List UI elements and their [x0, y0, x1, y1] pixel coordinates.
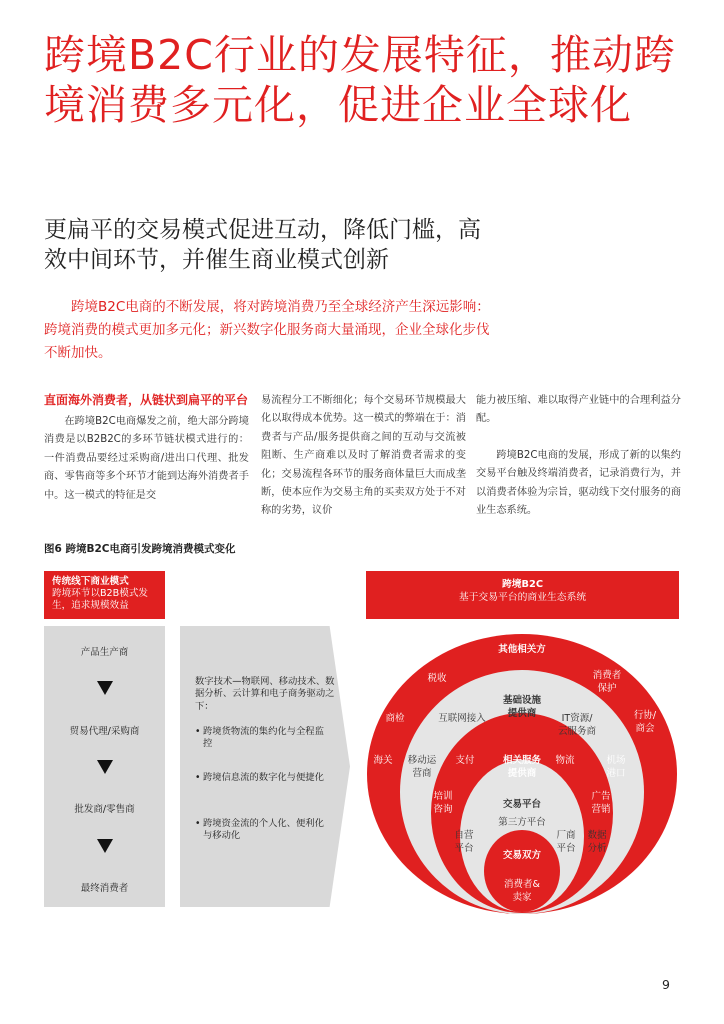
label-association-2: 商会 — [635, 723, 655, 734]
ring-label-platform: 交易平台 — [502, 799, 542, 810]
crossborder-desc: 基于交易平台的商业生态系统 — [458, 592, 587, 603]
label-third-party: 第三方平台 — [498, 817, 546, 828]
label-customs: 海关 — [373, 755, 393, 766]
label-manufacturer-2: 平台 — [556, 843, 576, 854]
label-consumers-sellers-1: 消费者& — [504, 879, 540, 890]
driver-item: • 跨境货物流的集约化与全程监控 — [195, 726, 324, 750]
driver-item: • 跨境资金流的个人化、便利化与移动化 — [195, 818, 324, 842]
page-number: 9 — [662, 977, 670, 992]
ring-label-services-2: 提供商 — [507, 768, 537, 779]
bullet-icon: • — [195, 818, 201, 829]
label-mobile-operator-1: 移动运 — [407, 755, 437, 766]
label-training-2: 咨询 — [433, 804, 453, 815]
drivers-arrow — [180, 626, 350, 907]
drivers-intro: 数字技术—物联网、移动技术、数据分析、云计算和电子商务驱动之下： — [195, 676, 335, 712]
crossborder-header — [366, 571, 679, 619]
label-advertising-1: 广告 — [591, 791, 611, 802]
label-data-analysis-1: 数据 — [587, 830, 607, 841]
traditional-chain — [44, 626, 165, 907]
ring-label-services-1: 相关服务 — [502, 755, 542, 766]
label-manufacturer-1: 厂商 — [556, 830, 576, 841]
chain-item-consumer: 最终消费者 — [80, 883, 129, 894]
label-it-resources-1: IT资源/ — [561, 713, 593, 724]
figure-caption: 图6 跨境B2C电商引发跨境消费模式变化 — [44, 543, 236, 555]
body-text: 能力被压缩、难以取得产业链中的合理利益分配。 — [476, 395, 681, 425]
label-commodity-inspection: 商检 — [385, 713, 405, 724]
traditional-model-desc: 跨境环节以B2B模式发生，追求规模效益 — [52, 588, 149, 611]
body-text: 跨境B2C电商的发展，形成了新的以集约交易平台触及终端消费者，记录消费行为，并以消费者体验为宗旨，驱动线下交付服务的商业生态系统。 — [476, 449, 681, 517]
label-mobile-operator-2: 营商 — [412, 768, 432, 779]
page-title: 跨境B2C行业的发展特征，推动跨境消费多元化，促进企业全球化 — [44, 31, 676, 129]
down-arrow-icon — [97, 760, 113, 774]
ring-label-other: 其他相关方 — [498, 644, 546, 655]
label-it-resources-2: 云服务商 — [557, 726, 597, 737]
chain-item-wholesaler: 批发商/零售商 — [74, 804, 135, 815]
label-payment: 支付 — [455, 755, 475, 766]
text-column-3 — [476, 392, 681, 520]
label-consumer-protection-2: 保护 — [597, 683, 617, 694]
ring-label-core: 交易双方 — [502, 850, 542, 861]
label-association-1: 行协/ — [633, 710, 657, 721]
label-internet-access: 互联网接入 — [438, 713, 486, 724]
traditional-model-header — [44, 571, 165, 619]
bullet-icon: • — [195, 726, 201, 737]
body-text: 在跨境B2C电商爆发之前，绝大部分跨境消费是以B2B2C的多环节链状模式进行的：一件消费品要经过采购商/进出口代理、批发商、零售商等多个环节才能到达海外消费者手中。这一模式的特征是交 — [44, 416, 249, 501]
label-advertising-2: 营销 — [591, 804, 611, 815]
traditional-model-title: 传统线下商业模式 — [52, 576, 129, 587]
down-arrow-icon — [97, 681, 113, 695]
label-own-platform-1: 自营 — [454, 830, 474, 841]
ring-label-infra-2: 提供商 — [507, 708, 537, 719]
chain-item-agent: 贸易代理/采购商 — [69, 726, 140, 737]
crossborder-title: 跨境B2C — [501, 579, 544, 590]
ecosystem-rings-diagram — [357, 629, 687, 919]
lead-paragraph: 跨境B2C电商的不断发展，将对跨境消费乃至全球经济产生深远影响：跨境消费的模式更加多元化；新兴数字化服务商大量涌现，企业全球化步伐不断加快。 — [44, 299, 490, 361]
label-consumers-sellers-2: 卖家 — [512, 892, 532, 903]
label-airport-1: 机场 — [606, 755, 626, 766]
down-arrow-icon — [97, 839, 113, 853]
text-column-1 — [44, 392, 249, 505]
section-subtitle: 更扁平的交易模式促进互动，降低门槛，高效中间环节，并催生商业模式创新 — [44, 217, 481, 273]
bullet-icon: • — [195, 772, 201, 783]
chain-item-producer: 产品生产商 — [80, 647, 129, 658]
label-data-analysis-2: 分析 — [587, 843, 607, 854]
ring-label-infra-1: 基础设施 — [502, 695, 542, 706]
label-training-1: 培训 — [433, 791, 453, 802]
label-logistics: 物流 — [555, 755, 575, 766]
label-tax: 税收 — [427, 673, 447, 684]
label-airport-2: 港口 — [606, 768, 626, 779]
body-text: 易流程分工不断细化；每个交易环节规模最大化以取得成本优势。这一模式的弊端在于：消费者与产品/服务提供商之间的互动与交流被阻断、生产商难以及时了解消费者需求的变化；交易流程各环节的服务商体量巨大而成垄断，使本应作为交易主角的买卖双方处于不对称的劣势，议价 — [261, 395, 466, 517]
label-consumer-protection-1: 消费者 — [592, 670, 622, 681]
column-heading: 直面海外消费者，从链状到扁平的平台 — [44, 393, 249, 407]
label-own-platform-2: 平台 — [454, 843, 474, 854]
driver-item: • 跨境信息流的数字化与便捷化 — [195, 772, 324, 783]
text-column-2 — [261, 392, 466, 521]
